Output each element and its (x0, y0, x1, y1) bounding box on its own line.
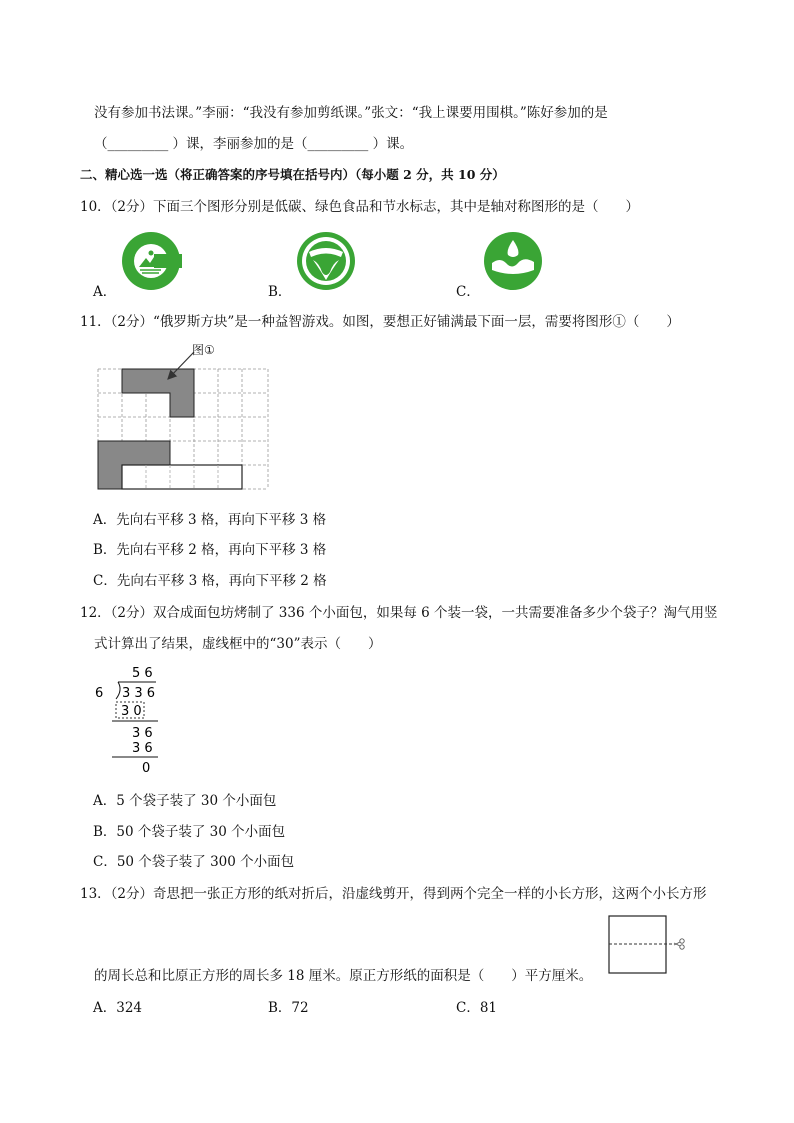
long-division (90, 660, 170, 782)
division-final: 0 (142, 761, 151, 776)
q10-option-c: C． (456, 284, 480, 300)
q12-option-a: A．5 个袋子装了 30 个小面包 (93, 793, 277, 809)
division-rem1: 3 6 (132, 726, 153, 741)
square-paper-figure (604, 912, 688, 980)
q13-option-b: B．72 (268, 1000, 309, 1016)
q10-option-a: A． (93, 284, 117, 300)
q13-option-c: C．81 (456, 1000, 498, 1016)
division-step2: 3 6 (132, 741, 153, 756)
q9-line2: （_________ ）课，李丽参加的是（_________ ）课。 (94, 136, 414, 152)
q11-option-c: C．先向右平移 3 格，再向下平移 2 格 (93, 573, 327, 589)
q12-option-b: B．50 个袋子装了 30 个小面包 (93, 824, 286, 840)
figure-1-shape (122, 369, 194, 417)
q13-stem-line2: 的周长总和比原正方形的周长多 18 厘米。原正方形纸的面积是（ ）平方厘米。 (94, 968, 593, 984)
bottom-empty-row (122, 465, 242, 489)
water-saving-icon (482, 230, 544, 292)
q12-stem-line2: 式计算出了结果，虚线框中的“30”表示（ ） (94, 636, 382, 652)
q9-line1: 没有参加书法课。”李丽：“我没有参加剪纸课。”张文：“我上课要用围棋。”陈好参加的是 (94, 105, 608, 121)
tetris-grid (92, 340, 277, 504)
q11-option-b: B．先向右平移 2 格，再向下平移 3 格 (93, 542, 327, 558)
q12-stem-line1: 12．（2分）双合成面包坊烤制了 336 个小面包，如果每 6 个装一袋，一共需要准备多少个袋子？淘气用竖 (80, 605, 718, 621)
q11-option-a: A．先向右平移 3 格，再向下平移 3 格 (93, 512, 327, 528)
scissors-icon (674, 939, 684, 949)
q13-option-a: A．324 (93, 1000, 143, 1016)
low-carbon-icon (120, 230, 182, 292)
green-food-icon (295, 230, 357, 292)
q13-stem-line1: 13．（2分）奇思把一张正方形的纸对折后，沿虚线剪开，得到两个完全一样的小长方形，这两个小长方形 (80, 886, 707, 902)
q10-stem: 10．（2分）下面三个图形分别是低碳、绿色食品和节水标志，其中是轴对称图形的是（ ） (80, 199, 640, 215)
figure-label: 图① (192, 343, 215, 357)
division-quotient: 5 6 (132, 666, 153, 681)
division-dividend: 3 3 6 (122, 686, 156, 701)
q10-option-b: B． (268, 284, 292, 300)
q12-option-c: C．50 个袋子装了 300 个小面包 (93, 854, 295, 870)
section-heading: 二、精心选一选（将正确答案的序号填在括号内）（每小题 2 分，共 10 分） (80, 167, 505, 182)
q11-stem: 11．（2分）“俄罗斯方块”是一种益智游戏。如图，要想正好铺满最下面一层，需要将图形①（ ） (80, 314, 680, 330)
division-step1: 3 0 (121, 704, 142, 719)
division-divisor: 6 (95, 686, 104, 701)
